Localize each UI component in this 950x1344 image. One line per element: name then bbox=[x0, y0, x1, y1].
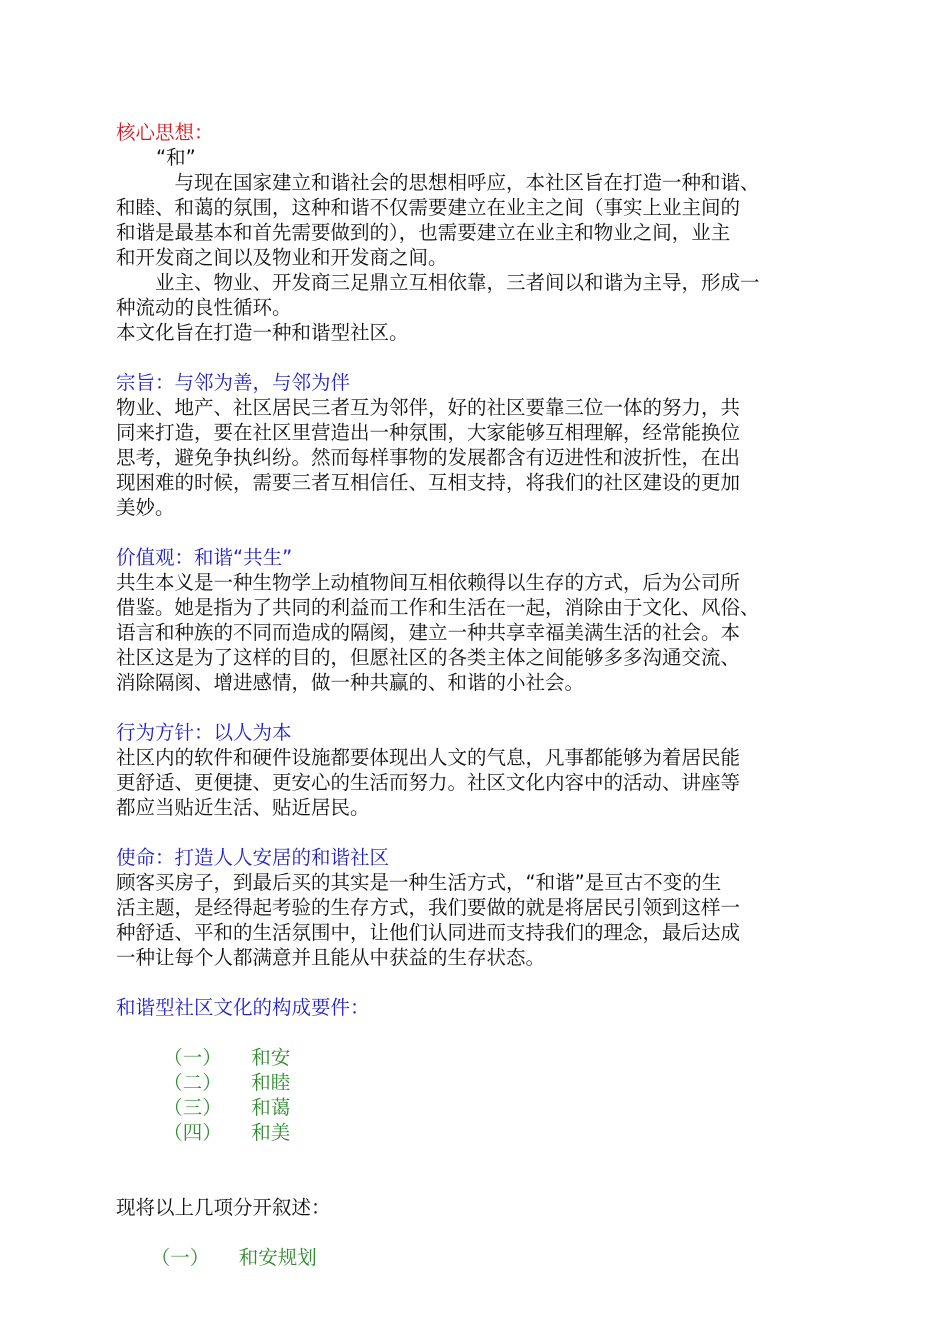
purpose-line: 物业、地产、社区居民三者互为邻伴，好的社区要靠三位一体的努力，共 bbox=[116, 396, 741, 419]
core-line: 与现在国家建立和谐社会的思想相呼应，本社区旨在打造一种和谐、 bbox=[116, 171, 760, 194]
narrative-first-item bbox=[116, 1220, 856, 1269]
purpose-line: 美妙。 bbox=[116, 496, 175, 519]
core-heading: 核心思想： bbox=[116, 121, 214, 144]
list-item-number: （一） bbox=[150, 1246, 210, 1269]
values-heading: 价值观：和谐“共生” bbox=[116, 546, 293, 569]
core-line: 和开发商之间以及物业和开发商之间。 bbox=[116, 246, 448, 269]
elements-list bbox=[116, 1020, 856, 1144]
mission-line: 种舒适、平和的生活氛围中，让他们认同进而支持我们的理念，最后达成 bbox=[116, 921, 741, 944]
narrative-intro: 现将以上几项分开叙述： bbox=[116, 1196, 331, 1219]
elements-heading: 和谐型社区文化的构成要件： bbox=[116, 996, 370, 1019]
core-line: 和谐是最基本和首先需要做到的），也需要建立在业主和物业之间，业主 bbox=[116, 221, 731, 244]
conduct-body bbox=[116, 745, 856, 820]
purpose-line: 同来打造，要在社区里营造出一种氛围，大家能够互相理解，经常能换位 bbox=[116, 421, 741, 444]
values-body bbox=[116, 570, 856, 695]
list-item-label: 和蔼 bbox=[251, 1096, 291, 1119]
spacer bbox=[116, 345, 856, 370]
document-page bbox=[116, 120, 856, 1269]
list-item-number: （二） bbox=[163, 1071, 222, 1094]
spacer bbox=[116, 1145, 856, 1170]
core-subheading: “和” bbox=[156, 146, 196, 169]
list-item-number: （四） bbox=[163, 1121, 222, 1144]
purpose-body bbox=[116, 395, 856, 520]
conduct-line: 更舒适、更便捷、更安心的生活而努力。社区文化内容中的活动、讲座等 bbox=[116, 771, 741, 794]
list-item-label: 和美 bbox=[251, 1121, 291, 1144]
core-line: 种流动的良性循环。 bbox=[116, 296, 292, 319]
values-line: 共生本义是一种生物学上动植物间互相依赖得以生存的方式，后为公司所 bbox=[116, 571, 741, 594]
conduct-line: 都应当贴近生活、贴近居民。 bbox=[116, 796, 370, 819]
core-line: 和睦、和蔼的氛围，这种和谐不仅需要建立在业主之间（事实上业主间的 bbox=[116, 196, 741, 219]
mission-body bbox=[116, 870, 856, 970]
spacer bbox=[116, 820, 856, 845]
mission-line: 活主题，是经得起考验的生存方式，我们要做的就是将居民引领到这样一 bbox=[116, 896, 741, 919]
core-line: 本文化旨在打造一种和谐型社区。 bbox=[116, 321, 409, 344]
purpose-line: 现困难的时候，需要三者互相信任、互相支持，将我们的社区建设的更加 bbox=[116, 471, 741, 494]
purpose-line: 思考，避免争执纠纷。然而每样事物的发展都含有迈进性和波折性，在出 bbox=[116, 446, 741, 469]
list-item bbox=[116, 1020, 856, 1069]
values-line: 语言和种族的不同而造成的隔阂，建立一种共享幸福美满生活的社会。本 bbox=[116, 621, 741, 644]
conduct-heading: 行为方针：以人为本 bbox=[116, 721, 292, 744]
values-line: 社区这是为了这样的目的，但愿社区的各类主体之间能够多多沟通交流、 bbox=[116, 646, 741, 669]
mission-line: 顾客买房子，到最后买的其实是一种生活方式，“和谐”是亘古不变的生 bbox=[116, 871, 722, 894]
spacer bbox=[116, 970, 856, 995]
mission-line: 一种让每个人都满意并且能从中获益的生存状态。 bbox=[116, 946, 546, 969]
mission-heading: 使命：打造人人安居的和谐社区 bbox=[116, 846, 390, 869]
list-item-number: （三） bbox=[163, 1096, 222, 1119]
conduct-line: 社区内的软件和硬件设施都要体现出人文的气息，凡事都能够为着居民能 bbox=[116, 746, 741, 769]
spacer bbox=[116, 520, 856, 545]
values-line: 消除隔阂、增进感情，做一种共赢的、和谐的小社会。 bbox=[116, 671, 585, 694]
spacer bbox=[116, 1170, 856, 1195]
spacer bbox=[116, 695, 856, 720]
core-body bbox=[116, 170, 856, 345]
purpose-heading: 宗旨：与邻为善，与邻为伴 bbox=[116, 371, 351, 394]
list-item-label: 和安规划 bbox=[238, 1246, 317, 1269]
core-line: 业主、物业、开发商三足鼎立互相依靠，三者间以和谐为主导，形成一 bbox=[116, 271, 760, 294]
list-item-number: （一） bbox=[163, 1046, 222, 1069]
values-line: 借鉴。她是指为了共同的利益而工作和生活在一起，消除由于文化、风俗、 bbox=[116, 596, 760, 619]
list-item-label: 和安 bbox=[251, 1046, 291, 1069]
list-item-label: 和睦 bbox=[251, 1071, 291, 1094]
